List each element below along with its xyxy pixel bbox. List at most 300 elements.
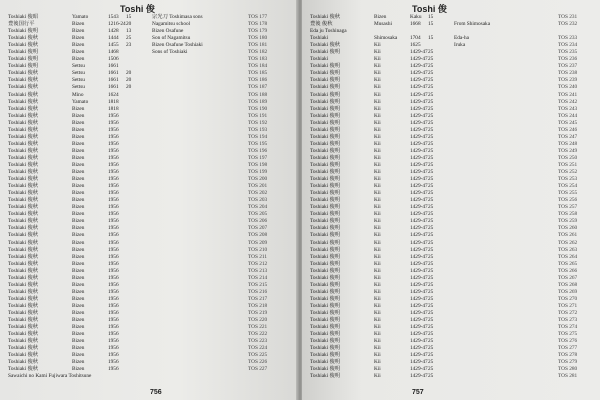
entry-province: Kii [374, 98, 381, 105]
entry-name: Toshiaki 俊明 [310, 295, 341, 302]
entry-date: 1429-47 [410, 267, 428, 274]
entry-province: Bizen [72, 126, 85, 133]
entry-date: 1429-47 [410, 70, 428, 77]
entry-province: Kii [374, 267, 381, 274]
entry-province: Kii [374, 302, 381, 309]
entry-ref: TOS 201 [248, 183, 268, 190]
entry-date: 1429-47 [410, 169, 428, 176]
entry-name: Toshiaki 俊秋 [8, 126, 39, 133]
entry-date: 1429-47 [410, 140, 428, 147]
list-item [310, 77, 596, 84]
list-item [310, 345, 596, 352]
entry-date: 1429-47 [410, 133, 428, 140]
entry-grade: 25 [428, 147, 434, 154]
entry-grade: 20 [126, 70, 132, 77]
entry-province: Bizen [72, 112, 85, 119]
list-item [310, 254, 596, 261]
entry-province: Kii [374, 232, 381, 239]
entry-ref: TOS 276 [558, 338, 578, 345]
entry-ref: TOS 195 [248, 140, 268, 147]
entry-name: Toshiaki 俊秋 [8, 119, 39, 126]
entry-ref: TOS 208 [248, 232, 268, 239]
entry-ref: TOS 222 [248, 331, 268, 338]
list-item [310, 240, 596, 247]
entry-province: Kii [374, 218, 381, 225]
entry-date: 1956 [108, 119, 119, 126]
entry-province: Kii [374, 190, 381, 197]
entry-grade: 25 [428, 49, 434, 56]
entry-grade: 20 [126, 21, 132, 28]
entry-name: Toshiaki 俊秋 [8, 288, 39, 295]
entry-ref: TOS 224 [248, 345, 268, 352]
entry-name: Toshiaki 俊明 [310, 63, 341, 70]
entry-province: Yamato [72, 98, 89, 105]
entry-province: Kii [374, 211, 381, 218]
entry-date: 1956 [108, 169, 119, 176]
entry-province: Kii [374, 84, 381, 91]
entry-ref: TOS 269 [558, 288, 578, 295]
entry-province: Bizen [72, 331, 85, 338]
entry-name: Toshiaki 俊秋 [8, 112, 39, 119]
entry-ref: TOS 198 [248, 161, 268, 168]
entry-date: 1429-47 [410, 154, 428, 161]
list-item [8, 366, 294, 373]
entry-province: Kii [374, 309, 381, 316]
entry-date: 1956 [108, 260, 119, 267]
entry-name: Toshiaki 俊秋 [8, 352, 39, 359]
list-item [310, 296, 596, 303]
entry-ref: TOS 182 [248, 49, 268, 56]
entry-ref: TOS 235 [558, 49, 578, 56]
entry-grade: 25 [428, 288, 434, 295]
entry-ref: TOS 199 [248, 169, 268, 176]
entry-date: 1429-47 [410, 197, 428, 204]
list-item [8, 84, 294, 91]
list-item [310, 113, 596, 120]
entry-ref: TOS 197 [248, 154, 268, 161]
entry-province: Kii [374, 225, 381, 232]
entry-province: Bizen [72, 105, 85, 112]
entry-province: Kii [374, 119, 381, 126]
entry-name: Toshiaki 俊秋 [8, 211, 39, 218]
entry-name: Toshiaki 俊秋 [8, 274, 39, 281]
entry-date: 1956 [108, 154, 119, 161]
entry-date: 1956 [108, 133, 119, 140]
entry-name: Toshiaki 俊明 [310, 267, 341, 274]
entry-name: Toshiaki 俊明 [310, 345, 341, 352]
entry-ref: TOS 281 [558, 373, 578, 380]
entry-name: Toshiaki 俊秋 [8, 133, 39, 140]
list-item [310, 92, 596, 99]
entry-ref: TOS 251 [558, 161, 578, 168]
entry-grade: 25 [428, 302, 434, 309]
entry-ref: TOS 217 [248, 295, 268, 302]
list-item [310, 21, 596, 28]
list-item [310, 282, 596, 289]
entry-ref: TOS 275 [558, 331, 578, 338]
entry-province: Bizen [72, 267, 85, 274]
entry-ref: TOS 212 [248, 260, 268, 267]
entry-date: 1468 [108, 49, 119, 56]
list-item [8, 162, 294, 169]
entry-name: Toshiaki 俊秋 [8, 70, 39, 77]
entry-province: Bizen [72, 176, 85, 183]
entry-province: Bizen [72, 161, 85, 168]
entry-name: Toshiaki 俊秋 [8, 246, 39, 253]
entry-date: 1429-47 [410, 288, 428, 295]
entry-grade: 15 [428, 14, 434, 20]
list-item [8, 49, 294, 56]
entry-date: 1429-47 [410, 112, 428, 119]
entry-notes: Sons of Toshiaki [152, 49, 188, 56]
entry-grade: 25 [428, 359, 434, 366]
entry-province: Kii [374, 133, 381, 140]
entry-date: 1444 [108, 35, 119, 42]
list-item [310, 49, 596, 56]
entry-date: 1956 [108, 345, 119, 352]
entry-name: Toshiaki [310, 35, 329, 42]
list-item [8, 42, 294, 49]
entry-notes: Bizen Osafune [152, 28, 184, 35]
entry-date: 1429-47 [410, 190, 428, 197]
entry-name: Toshiaki 俊秋 [8, 302, 39, 309]
entry-province: Kii [374, 338, 381, 345]
list-item [8, 324, 294, 331]
entry-name: Toshiaki 俊秋 [8, 176, 39, 183]
entry-grade: 25 [428, 352, 434, 359]
entry-ref: TOS 203 [248, 197, 268, 204]
entry-province: Kii [374, 49, 381, 56]
entry-ref: TOS 213 [248, 267, 268, 274]
entry-name: Toshiaki 俊明 [310, 232, 341, 239]
entry-ref: TOS 218 [248, 302, 268, 309]
entry-date: 1428 [108, 28, 119, 35]
list-item [8, 176, 294, 183]
entry-date: 1429-47 [410, 77, 428, 84]
entry-name: Toshiaki 俊秋 [310, 42, 341, 49]
entry-province: Bizen [72, 140, 85, 147]
entry-date: 1956 [108, 147, 119, 154]
entry-date: 1429-47 [410, 359, 428, 366]
entry-grade: 15 [126, 14, 132, 20]
entry-date: 1956 [108, 218, 119, 225]
entry-name: Toshiaki 俊明 [310, 211, 341, 218]
entry-grade: 25 [428, 56, 434, 63]
list-item [8, 303, 294, 310]
entry-ref: TOS 186 [248, 77, 268, 84]
entry-name: Toshiaki 俊明 [310, 373, 341, 380]
entry-province: Kii [374, 359, 381, 366]
list-item [310, 225, 596, 232]
entry-date: 1956 [108, 309, 119, 316]
entry-ref: TOS 257 [558, 204, 578, 211]
entry-grade: 25 [428, 366, 434, 373]
entry-date: 1429-47 [410, 63, 428, 70]
entry-province: Kii [374, 317, 381, 324]
list-item [8, 359, 294, 366]
entry-province: Bizen [72, 147, 85, 154]
entry-ref: TOS 194 [248, 133, 268, 140]
list-item [310, 56, 596, 63]
entry-province: Kii [374, 239, 381, 246]
entry-name: Toshiaki 俊明 [310, 302, 341, 309]
list-item [310, 204, 596, 211]
list-item [310, 275, 596, 282]
entry-province: Kii [374, 204, 381, 211]
list-item [8, 218, 294, 225]
entry-date: 1429-47 [410, 295, 428, 302]
entry-province: Bizen [72, 232, 85, 239]
entry-name: Toshiaki 俊明 [310, 119, 341, 126]
entry-name: 豊後 俊秋 [310, 21, 333, 28]
entry-province: Bizen [72, 133, 85, 140]
list-item [8, 14, 294, 21]
list-item [8, 70, 294, 77]
entry-grade: 25 [428, 84, 434, 91]
list-item [8, 197, 294, 204]
entry-name: Toshiaki 俊明 [310, 98, 341, 105]
entry-province: Bizen [72, 42, 85, 49]
entry-grade: 25 [428, 119, 434, 126]
entry-name: Toshiaki 俊明 [310, 331, 341, 338]
entry-ref: TOS 226 [248, 359, 268, 366]
entry-province: Bizen [72, 338, 85, 345]
entry-notes: Bizen Osafune Toshiaki [152, 42, 203, 49]
entry-grade: 25 [428, 331, 434, 338]
entry-grade: 15 [428, 35, 434, 42]
entry-province: Mino [72, 91, 84, 98]
entry-date: 1429-47 [410, 119, 428, 126]
entry-grade: 25 [428, 211, 434, 218]
entry-date: 1429-47 [410, 56, 428, 63]
entry-name: Toshiaki 俊秋 [8, 204, 39, 211]
entry-province: Bizen [72, 317, 85, 324]
entry-ref: TOS 215 [248, 281, 268, 288]
entry-province: Kii [374, 246, 381, 253]
entry-name: Toshiaki 俊明 [310, 70, 341, 77]
list-item [310, 134, 596, 141]
entry-ref: TOS 232 [558, 21, 578, 28]
entry-grade: 25 [428, 267, 434, 274]
entry-province: Bizen [72, 183, 85, 190]
entry-name: Toshiaki 俊秋 [8, 331, 39, 338]
entry-name: Toshiaki 俊明 [310, 77, 341, 84]
page-number: 757 [412, 389, 424, 396]
entry-grade: 25 [428, 253, 434, 260]
list-item [8, 35, 294, 42]
entry-name: Toshiaki 俊明 [310, 239, 341, 246]
entry-ref: TOS 262 [558, 239, 578, 246]
list-item [8, 77, 294, 84]
entry-grade: 25 [428, 176, 434, 183]
entry-province: Kii [374, 331, 381, 338]
entry-province: Bizen [72, 302, 85, 309]
entry-notes: 宗光刀 Toshimasa sons [152, 14, 203, 20]
list-item [310, 28, 596, 35]
entry-date: 1661 [108, 70, 119, 77]
entry-grade: 25 [428, 232, 434, 239]
entry-province: Bizen [72, 352, 85, 359]
entry-name: Toshiaki 俊秋 [8, 345, 39, 352]
entry-name: Toshiaki 俊秋 [8, 105, 39, 112]
entry-name: Toshiaki 俊明 [310, 183, 341, 190]
entry-date: 1429-47 [410, 218, 428, 225]
entry-date: 1956 [108, 338, 119, 345]
entry-province: Kii [374, 197, 381, 204]
entry-province: Kii [374, 63, 381, 70]
entry-ref: TOS 253 [558, 176, 578, 183]
entry-grade: 25 [428, 309, 434, 316]
entry-name: Toshiaki 俊明 [310, 190, 341, 197]
entry-province: Kii [374, 91, 381, 98]
entry-date: 1956 [108, 239, 119, 246]
entry-name: Toshiaki 俊明 [310, 281, 341, 288]
entry-ref: TOS 200 [248, 176, 268, 183]
entry-ref: TOS 250 [558, 154, 578, 161]
entry-province: Bizen [72, 253, 85, 260]
entry-name: Toshiaki 俊秋 [8, 295, 39, 302]
entry-province: Bizen [72, 35, 85, 42]
entry-province: Kii [374, 161, 381, 168]
entry-name: Toshiaki 俊秋 [8, 309, 39, 316]
entry-date: 1956 [108, 331, 119, 338]
entry-date: Kaku [410, 14, 422, 20]
entry-name: Toshiaki 俊秋 [8, 183, 39, 190]
list-item [8, 190, 294, 197]
entry-province: Bizen [72, 281, 85, 288]
entry-notes: Eda-ha [454, 35, 469, 42]
entry-date: 1956 [108, 288, 119, 295]
entry-province: Kii [374, 70, 381, 77]
entry-name: Toshiaki 俊明 [310, 176, 341, 183]
entry-date: 1429-47 [410, 225, 428, 232]
list-item [310, 70, 596, 77]
right-page [302, 0, 600, 400]
list-item [310, 366, 596, 373]
page-number: 756 [150, 389, 162, 396]
entry-grade: 13 [126, 28, 132, 35]
entry-name: Toshiaki 俊明 [310, 317, 341, 324]
list-item [8, 28, 294, 35]
list-item [310, 169, 596, 176]
entry-province: Bizen [72, 260, 85, 267]
entry-grade: 25 [428, 317, 434, 324]
entry-grade: 25 [126, 35, 132, 42]
entry-grade: 25 [428, 91, 434, 98]
list-item [8, 183, 294, 190]
entry-ref: TOS 184 [248, 63, 268, 70]
entry-ref: TOS 249 [558, 147, 578, 154]
entry-ref: TOS 268 [558, 281, 578, 288]
entry-date: 1956 [108, 225, 119, 232]
entry-name: Toshiaki 俊明 [310, 169, 341, 176]
list-item [8, 92, 294, 99]
entry-name: Toshiaki 俊明 [310, 260, 341, 267]
entry-date: 1661 [108, 84, 119, 91]
entry-date: 1704 [410, 35, 421, 42]
entry-name: Toshiaki 俊明 [310, 197, 341, 204]
entry-province: Kii [374, 288, 381, 295]
entry-province: Bizen [72, 359, 85, 366]
entry-ref: TOS 271 [558, 302, 578, 309]
list-item [310, 35, 596, 42]
list-item [8, 352, 294, 359]
entry-name: Toshiaki 俊明 [310, 352, 341, 359]
entry-grade: 25 [428, 169, 434, 176]
entry-name: Toshiaki 俊明 [310, 154, 341, 161]
list-item [8, 310, 294, 317]
entry-ref: TOS 274 [558, 324, 578, 331]
entry-ref: TOS 270 [558, 295, 578, 302]
entry-province: Kii [374, 112, 381, 119]
entry-province: Bizen [72, 288, 85, 295]
entry-grade: 25 [428, 338, 434, 345]
entry-date: 1956 [108, 232, 119, 239]
entry-province: Kii [374, 140, 381, 147]
entry-ref: TOS 239 [558, 77, 578, 84]
entry-province: Bizen [72, 246, 85, 253]
entry-ref: TOS 265 [558, 260, 578, 267]
entry-date: 1429-47 [410, 324, 428, 331]
list-item [310, 352, 596, 359]
entry-date: 1429-47 [410, 331, 428, 338]
entry-notes: From Shimosaka [454, 21, 491, 28]
entry-province: Bizen [72, 239, 85, 246]
entry-province: Bizen [72, 324, 85, 331]
list-item [310, 303, 596, 310]
list-item [8, 211, 294, 218]
entry-name: Toshiaki 俊秋 [8, 140, 39, 147]
entry-notes: Nagamitsu school [152, 21, 191, 28]
entry-date: 1429-47 [410, 281, 428, 288]
entry-name: Toshiaki 俊明 [310, 359, 341, 366]
entry-ref: TOS 242 [558, 98, 578, 105]
entry-ref: TOS 223 [248, 338, 268, 345]
entry-province: Shimosaka [374, 35, 398, 42]
entry-grade: 25 [428, 204, 434, 211]
entry-grade: 20 [126, 77, 132, 84]
entry-name: Toshiaki 俊秋 [8, 98, 39, 105]
entry-province: Settsu [72, 84, 85, 91]
entry-date: 1956 [108, 324, 119, 331]
entry-date: 1429-47 [410, 260, 428, 267]
entry-name: Toshiaki 俊明 [310, 204, 341, 211]
entry-province: Kii [374, 147, 381, 154]
entry-ref: TOS 183 [248, 56, 268, 63]
entry-name: Toshiaki 俊秋 [8, 338, 39, 345]
entry-province: Bizen [72, 295, 85, 302]
entry-grade: 25 [428, 218, 434, 225]
entry-ref: TOS 211 [248, 253, 267, 260]
list-item [310, 120, 596, 127]
entry-grade: 25 [428, 112, 434, 119]
entry-date: 1624 [108, 91, 119, 98]
entry-name: Toshiaki 俊明 [8, 63, 39, 70]
entry-name: Toshiaki 俊秋 [8, 225, 39, 232]
entry-province: Musashi [374, 21, 392, 28]
entry-name: 豊後国行平 [8, 21, 35, 28]
entry-date: 1956 [108, 359, 119, 366]
entry-date: 1429-47 [410, 253, 428, 260]
entry-ref: TOS 245 [558, 119, 578, 126]
entry-ref: TOS 178 [248, 21, 268, 28]
entry-date: 1429-47 [410, 274, 428, 281]
entry-province: Kii [374, 77, 381, 84]
entry-date: 1543 [108, 14, 119, 20]
entry-ref: TOS 277 [558, 345, 578, 352]
entry-grade: 25 [428, 183, 434, 190]
entry-province: Bizen [72, 154, 85, 161]
